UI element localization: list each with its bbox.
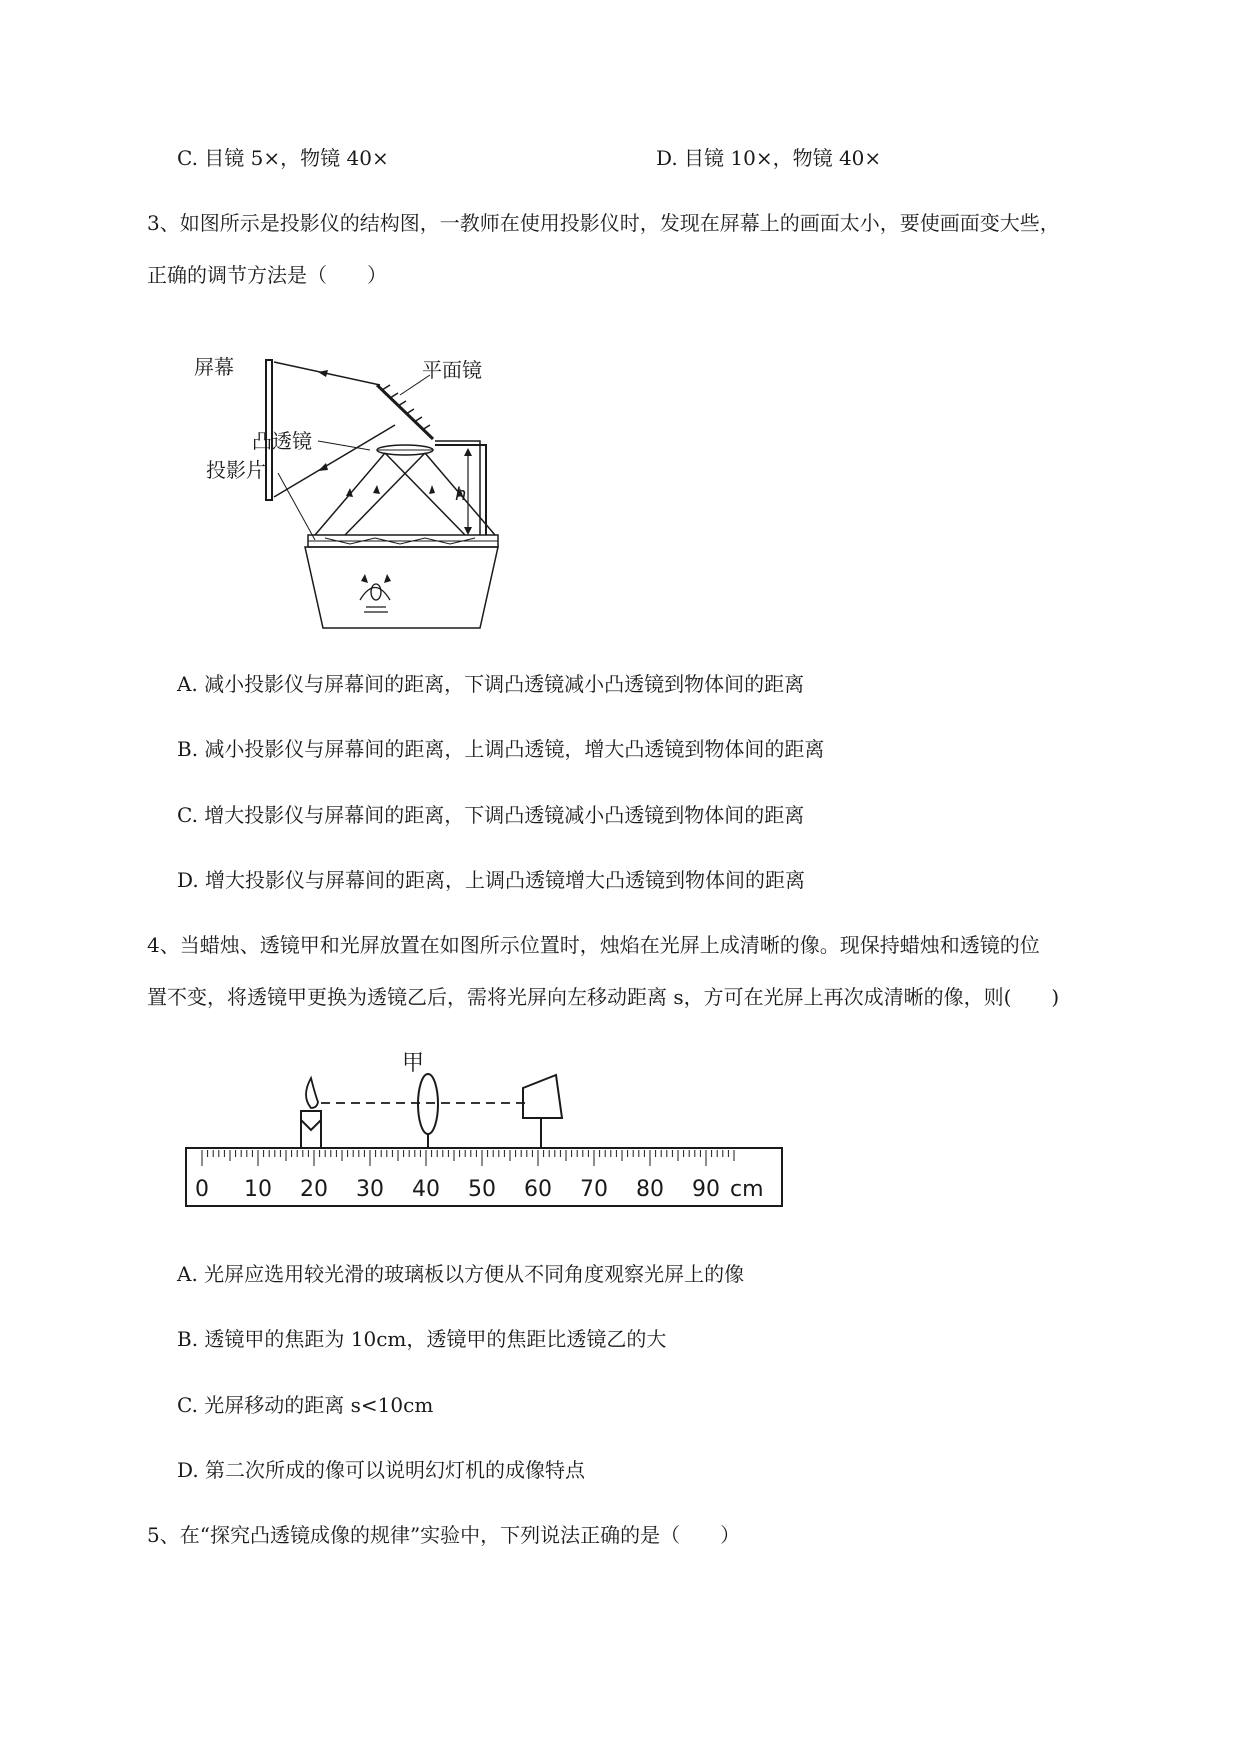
label-mirror: 平面镜	[422, 358, 482, 382]
ruler-tick-label: 90	[692, 1177, 720, 1202]
label-lens-jia: 甲	[402, 1051, 425, 1076]
ruler-tick-label: 50	[468, 1177, 496, 1202]
light-screen-shape	[523, 1075, 562, 1118]
q4-option-b: B. 透镜甲的焦距为 10cm，透镜甲的焦距比透镜乙的大	[177, 1327, 667, 1351]
q2-option-c: C. 目镜 5×，物镜 40×	[177, 146, 389, 170]
ruler-tick-label: 70	[580, 1177, 608, 1202]
label-h: h	[455, 484, 467, 505]
q3-option-b: B. 减小投影仪与屏幕间的距离，上调凸透镜，增大凸透镜到物体间的距离	[177, 737, 825, 761]
optical-bench-diagram	[180, 1048, 786, 1214]
q3-stem-line2: 正确的调节方法是（ ）	[147, 263, 387, 287]
ruler-tick-label: 0	[195, 1177, 209, 1202]
ruler-tick-label: 30	[356, 1177, 384, 1202]
q4-option-a: A. 光屏应选用较光滑的玻璃板以方便从不同角度观察光屏上的像	[177, 1262, 745, 1286]
q4-option-d: D. 第二次所成的像可以说明幻灯机的成像特点	[177, 1458, 586, 1482]
ruler-unit: cm	[730, 1177, 764, 1202]
projector-diagram	[190, 345, 500, 635]
ruler-tick-label: 20	[300, 1177, 328, 1202]
q3-option-a: A. 减小投影仪与屏幕间的距离，下调凸透镜减小凸透镜到物体间的距离	[177, 672, 805, 696]
ruler-tick-label: 80	[636, 1177, 664, 1202]
q3-stem-line1: 3、如图所示是投影仪的结构图，一教师在使用投影仪时，发现在屏幕上的画面太小，要使画面变大些，	[147, 211, 1060, 235]
label-screen: 屏幕	[194, 355, 234, 379]
label-lens: 凸透镜	[252, 429, 312, 453]
q2-option-d: D. 目镜 10×，物镜 40×	[656, 146, 882, 170]
ruler-tick-label: 40	[412, 1177, 440, 1202]
q3-option-d: D. 增大投影仪与屏幕间的距离，上调凸透镜增大凸透镜到物体间的距离	[177, 868, 806, 892]
q4-stem-line2: 置不变，将透镜甲更换为透镜乙后，需将光屏向左移动距离 s，方可在光屏上再次成清晰的像，则( )	[147, 985, 1060, 1009]
lamp-housing-shape	[305, 547, 498, 628]
label-slide: 投影片	[206, 458, 266, 482]
lens-jia-shape	[418, 1074, 438, 1134]
candle-flame-shape	[306, 1078, 318, 1108]
ruler-tick-label: 60	[524, 1177, 552, 1202]
ruler-tick-label: 10	[244, 1177, 272, 1202]
q5-stem-line1: 5、在“探究凸透镜成像的规律”实验中，下列说法正确的是（ ）	[147, 1523, 741, 1547]
q4-stem-line1: 4、当蜡烛、透镜甲和光屏放置在如图所示位置时，烛焰在光屏上成清晰的像。现保持蜡烛和透镜的位	[147, 933, 1040, 957]
q3-option-c: C. 增大投影仪与屏幕间的距离，下调凸透镜减小凸透镜到物体间的距离	[177, 803, 805, 827]
q4-option-c: C. 光屏移动的距离 s<10cm	[177, 1393, 434, 1417]
